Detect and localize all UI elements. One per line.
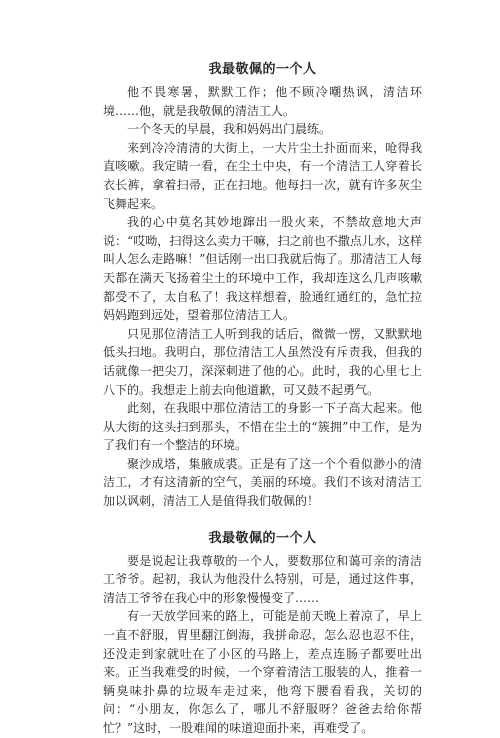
essay-1 [103, 58, 422, 511]
essay-title: 我最敬佩的一个人 [208, 62, 317, 77]
paragraph: 聚沙成塔，集腋成裘。正是有了这一个个看似渺小的清洁工，才有这清新的空气，美丽的环境。我们不该对清洁工加以讽刺，清洁工人是值得我们敬佩的！ [103, 456, 422, 509]
paragraph: 只见那位清洁工人听到我的话后，微微一愣，又默默地低头扫地。我明白，那位清洁工人虽然没有斥责我，但我的话就像一把尖刀，深深刺进了他的心。此时，我的心里七上八下的。我想走上前去向他道歉，可又鼓不起勇气。 [103, 326, 422, 397]
paragraph: 一个冬天的早晨，我和妈妈出门晨练。 [127, 122, 332, 137]
paragraph: 有一天放学回来的路上，可能是前天晚上着凉了，早上一直不舒服，胃里翻江倒海，我拼命忍，怎么忍也忍不住，还没走到家就吐在了小区的马路上，差点连肠子都要吐出来。正当我难受的时候，一个穿着清洁工服装的人，推着一辆臭味扑鼻的垃圾车走过来，他弯下腰看看我，关切的问：“小朋友，你怎么了，哪儿不舒服呀？爸爸去给你帮忙？”这时，一股难闻的味道迎面扑来，再难受了。 [103, 609, 422, 735]
essay-2 [103, 527, 422, 738]
paragraph: 要是说起让我尊敬的一个人，要数那位和蔼可亲的清洁工爷爷。起初，我认为他没什么特别，可是，通过这件事，清洁工爷爷在我心中的形象慢慢变了…… [103, 553, 422, 605]
paragraph: 来到冷冷清清的大街上，一大片尘土扑面而来，呛得我直咳嗽。我定睛一看，在尘土中央，有一个清洁工人穿着长衣长裤，拿着扫帚，正在扫地。他每扫一次，就有许多灰尘飞舞起来。 [103, 140, 422, 211]
paragraph: 我的心中莫名其妙地蹿出一股火来，不禁故意地大声说：“哎呦，扫得这么卖力干嘛，扫之前也不撒点儿水，这样叫人怎么走路嘛！”但话刚一出口我就后悔了。那清洁工人每天都在满天飞扬着尘土的环境中工作，我却连这么几声咳嗽都受不了，太自私了！我这样想着，脸通红通红的，急忙拉妈妈跑到远处，望着那位清洁工人。 [103, 215, 422, 323]
paragraph: 他不畏寒暑，默默工作；他不顾冷嘲热讽，清洁环境……他，就是我敬佩的清洁工人。 [103, 85, 422, 118]
paragraph: 此刻，在我眼中那位清洁工的身影一下子高大起来。他从大街的这头扫到那头，不惜在尘土的“簇拥”中工作，是为了我们有一个整洁的环境。 [103, 401, 422, 453]
essay-title: 我最敬佩的一个人 [208, 530, 317, 546]
